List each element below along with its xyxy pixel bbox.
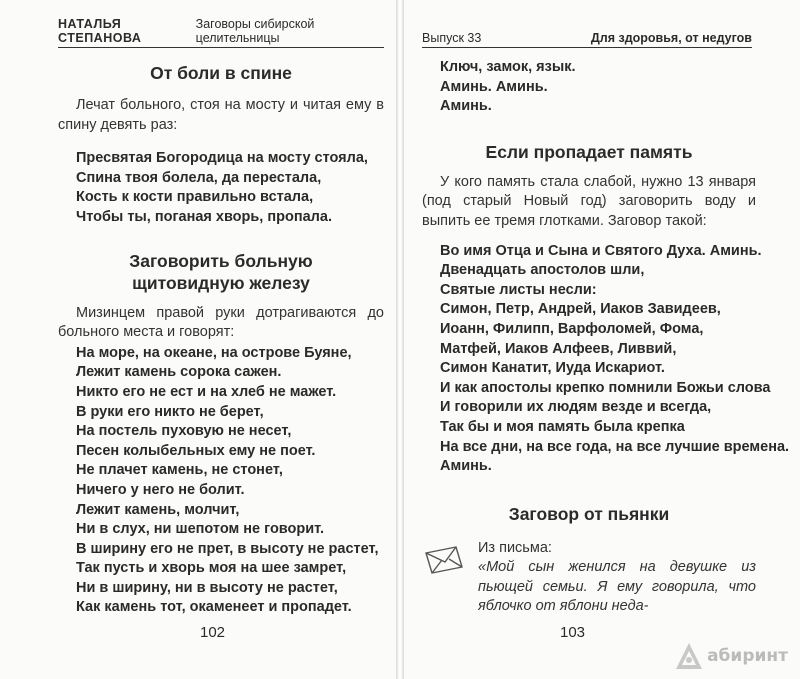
verse-line: На море, на океане, на острове Буяне, (76, 344, 352, 361)
verse-line: Ни в слух, ни шепотом не говорит. (76, 521, 325, 538)
page-number-right: 103 (560, 624, 586, 641)
labirint-logo-icon (674, 641, 704, 671)
verse-line: Чтобы ты, поганая хворь, пропала. (76, 208, 332, 225)
verse-line: Никто его не ест и на хлеб не мажет. (76, 383, 337, 400)
intro-memory: У кого память стала слабой, нужно 13 января (под старый Новый год) заговорить воду и выпить ее тремя глотками. Заговор такой: (422, 173, 756, 229)
page-number-left: 102 (200, 624, 226, 641)
verse-line: Как камень тот, окаменеет и пропадет. (76, 599, 352, 616)
verse-line: Аминь. Аминь. (440, 78, 548, 95)
section-title-line: щитовидную железу (132, 272, 310, 293)
verse-line: На постель пуховую не несет, (76, 423, 292, 440)
left-running-header (58, 17, 384, 48)
section-title-thyroid (58, 250, 384, 294)
letter-quote: «Мой сын женился на девушке из пьющей семьи. Я ему говорила, что яблочко от яблони неда- (478, 559, 756, 615)
letter-excerpt (422, 539, 756, 617)
verse-line: Лежит камень сорока сажен. (76, 364, 282, 381)
author-name: НАТАЛЬЯ СТЕПАНОВА (58, 17, 142, 45)
right-page (404, 0, 800, 679)
intro-thyroid: Мизинцем правой руки дотрагиваются до больного места и говорят: (58, 304, 384, 341)
envelope-icon (422, 543, 466, 575)
verse-memory (422, 242, 790, 477)
chapter-title: Для здоровья, от недугов (590, 31, 752, 45)
section-title-line: Заговорить больную (129, 250, 313, 271)
verse-line: Так пусть и хворь моя на шее замрет, (76, 560, 347, 577)
right-content (422, 59, 790, 617)
left-page (0, 0, 396, 679)
verse-line: В руки его никто не берет, (76, 403, 264, 420)
verse-line: Песен колыбельных ему не поет. (76, 442, 316, 459)
labirint-watermark (674, 641, 788, 671)
verse-line: Ключ, замок, язык. (440, 59, 576, 75)
verse-line: Ничего у него не болит. (76, 481, 245, 498)
verse-back-pain (58, 149, 384, 227)
verse-line: На все дни, на все года, на все лучшие времена. (440, 438, 790, 455)
right-running-header (422, 26, 752, 48)
verse-line: Симон Канатит, Иуда Искариот. (440, 360, 665, 377)
verse-continuation (422, 58, 756, 117)
watermark-text: абиринт (707, 646, 788, 666)
verse-line: Иоанн, Филипп, Варфоломей, Фома, (440, 320, 704, 337)
issue-label: Выпуск 33 (422, 31, 482, 45)
verse-line: Аминь. (440, 98, 492, 115)
verse-line: Святые листы несли: (440, 281, 597, 298)
verse-line: Во имя Отца и Сына и Святого Духа. Аминь. (440, 242, 762, 259)
intro-back-pain: Лечат больного, стоя на мосту и читая ему в спину девять раз: (58, 97, 384, 133)
letter-text-block (478, 539, 756, 617)
verse-line: Аминь. (440, 458, 492, 475)
verse-line: Так бы и моя память была крепка (440, 418, 685, 435)
letter-label: Из письма: (478, 539, 552, 556)
verse-line: В ширину его не прет, в высоту не растет, (76, 540, 379, 557)
section-title-back-pain: От боли в спине (150, 63, 292, 83)
verse-line: Спина твоя болела, да перестала, (76, 169, 322, 186)
book-gutter (396, 0, 404, 679)
verse-line: Кость к кости правильно встала, (76, 189, 314, 206)
verse-line: И как апостолы крепко помнили Божьи слова (440, 379, 771, 396)
left-content (58, 62, 384, 618)
section-title-drinking: Заговор от пьянки (508, 503, 670, 524)
section-title-memory: Если пропадает память (485, 141, 693, 162)
verse-line: И говорили их людям везде и всегда, (440, 399, 712, 416)
verse-line: Двенадцать апостолов шли, (440, 262, 645, 279)
verse-line: Не плачет камень, не стонет, (76, 462, 283, 479)
verse-line: Матфей, Иаков Алфеев, Ливвий, (440, 340, 677, 357)
verse-line: Симон, Петр, Андрей, Иаков Завидеев, (440, 301, 721, 318)
verse-line: Лежит камень, молчит, (76, 501, 240, 518)
book-title: Заговоры сибирской целительницы (195, 17, 315, 45)
verse-thyroid (58, 344, 384, 618)
verse-line: Ни в ширину, ни в высоту не растет, (76, 579, 338, 596)
verse-line: Пресвятая Богородица на мосту стояла, (76, 150, 368, 167)
